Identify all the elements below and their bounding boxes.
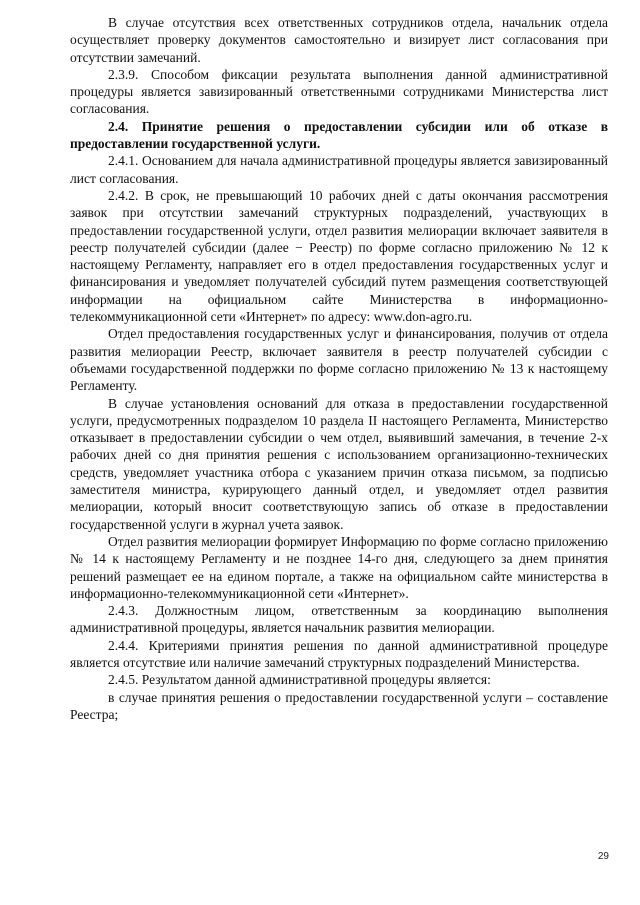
paragraph-refusal: В случае установления оснований для отказа в предоставлении государственной услуги, предусмотренных подразделом 10 раздела II настоящего Регламента, Министерство отказывает в предоставлении субсидии о чем отдел, выявивший замечания, в течение 2-х рабочих дней со дня принятия решения с использованием организационно-технических средств, уведомляет участника отбора с указанием причин отказа письмом, за подписью заместителя министра, курирующего данный отдел, и уведомляет отдел развития мелиорации, который вносит соответствующую запись об отказе в предоставлении государственной услуги в журнал учета заявок. xyxy=(70,395,608,532)
paragraph-2-4-2: 2.4.2. В срок, не превышающий 10 рабочих дней с даты окончания рассмотрения заявок при отсутствии замечаний структурных подразделений, участвующих в предоставлении государственной услуги, отдел развития мелиорации включает заявителя в реестр получателей субсидии (далее − Реестр) по форме согласно приложению № 12 к настоящему Регламенту, направляет его в отдел предоставления государственных услуг и финансирования и уведомляет получателей субсидий путем размещения соответствующей информации на официальном сайте Министерства в информационно-телекоммуникационной сети «Интернет» по адресу: www.don-agro.ru. xyxy=(70,187,608,325)
paragraph-2-4-3: 2.4.3. Должностным лицом, ответственным за координацию выполнения административной процедуры, является начальник развития мелиорации. xyxy=(70,603,608,636)
paragraph-result-registry: в случае принятия решения о предоставлении государственной услуги – составление Реестра; xyxy=(70,689,608,722)
paragraph-2-3-9: 2.3.9. Способом фиксации результата выполнения данной административной процедуры является завизированный ответственными сотрудниками Министерства лист согласования. xyxy=(70,66,608,117)
paragraph-finance-department: Отдел предоставления государственных услуг и финансирования, получив от отдела развития мелиорации Реестр, включает заявителя в реестр получателей субсидии с объемами государственной поддержки по форме согласно приложению № 13 к настоящему Регламенту. xyxy=(70,326,608,394)
paragraph-2-4-5: 2.4.5. Результатом данной административной процедуры является: xyxy=(108,672,491,688)
document-page xyxy=(70,14,608,723)
page-number: 29 xyxy=(597,851,609,862)
paragraph-2-4-1: 2.4.1. Основанием для начала административной процедуры является завизированный лист согласования. xyxy=(70,153,608,186)
paragraph-melioration-information: Отдел развития мелиорации формирует Информацию по форме согласно приложению № 14 к настоящему Регламенту и не позднее 14-го дня, следующего за днем принятия решений размещает ее на едином портале, а также на официальном сайте министерства в информационно-телекоммуникационной сети «Интернет». xyxy=(70,533,608,601)
section-heading-2-4: 2.4. Принятие решения о предоставлении субсидии или об отказе в предоставлении государственной услуги. xyxy=(70,118,608,152)
paragraph-2-4-4: 2.4.4. Критериями принятия решения по данной административной процедуре является отсутствие или наличие замечаний структурных подразделений Министерства. xyxy=(70,637,608,670)
paragraph-absence-of-staff: В случае отсутствия всех ответственных сотрудников отдела, начальник отдела осуществляет проверку документов самостоятельно и визирует лист согласования при отсутствии замечаний. xyxy=(70,15,608,65)
